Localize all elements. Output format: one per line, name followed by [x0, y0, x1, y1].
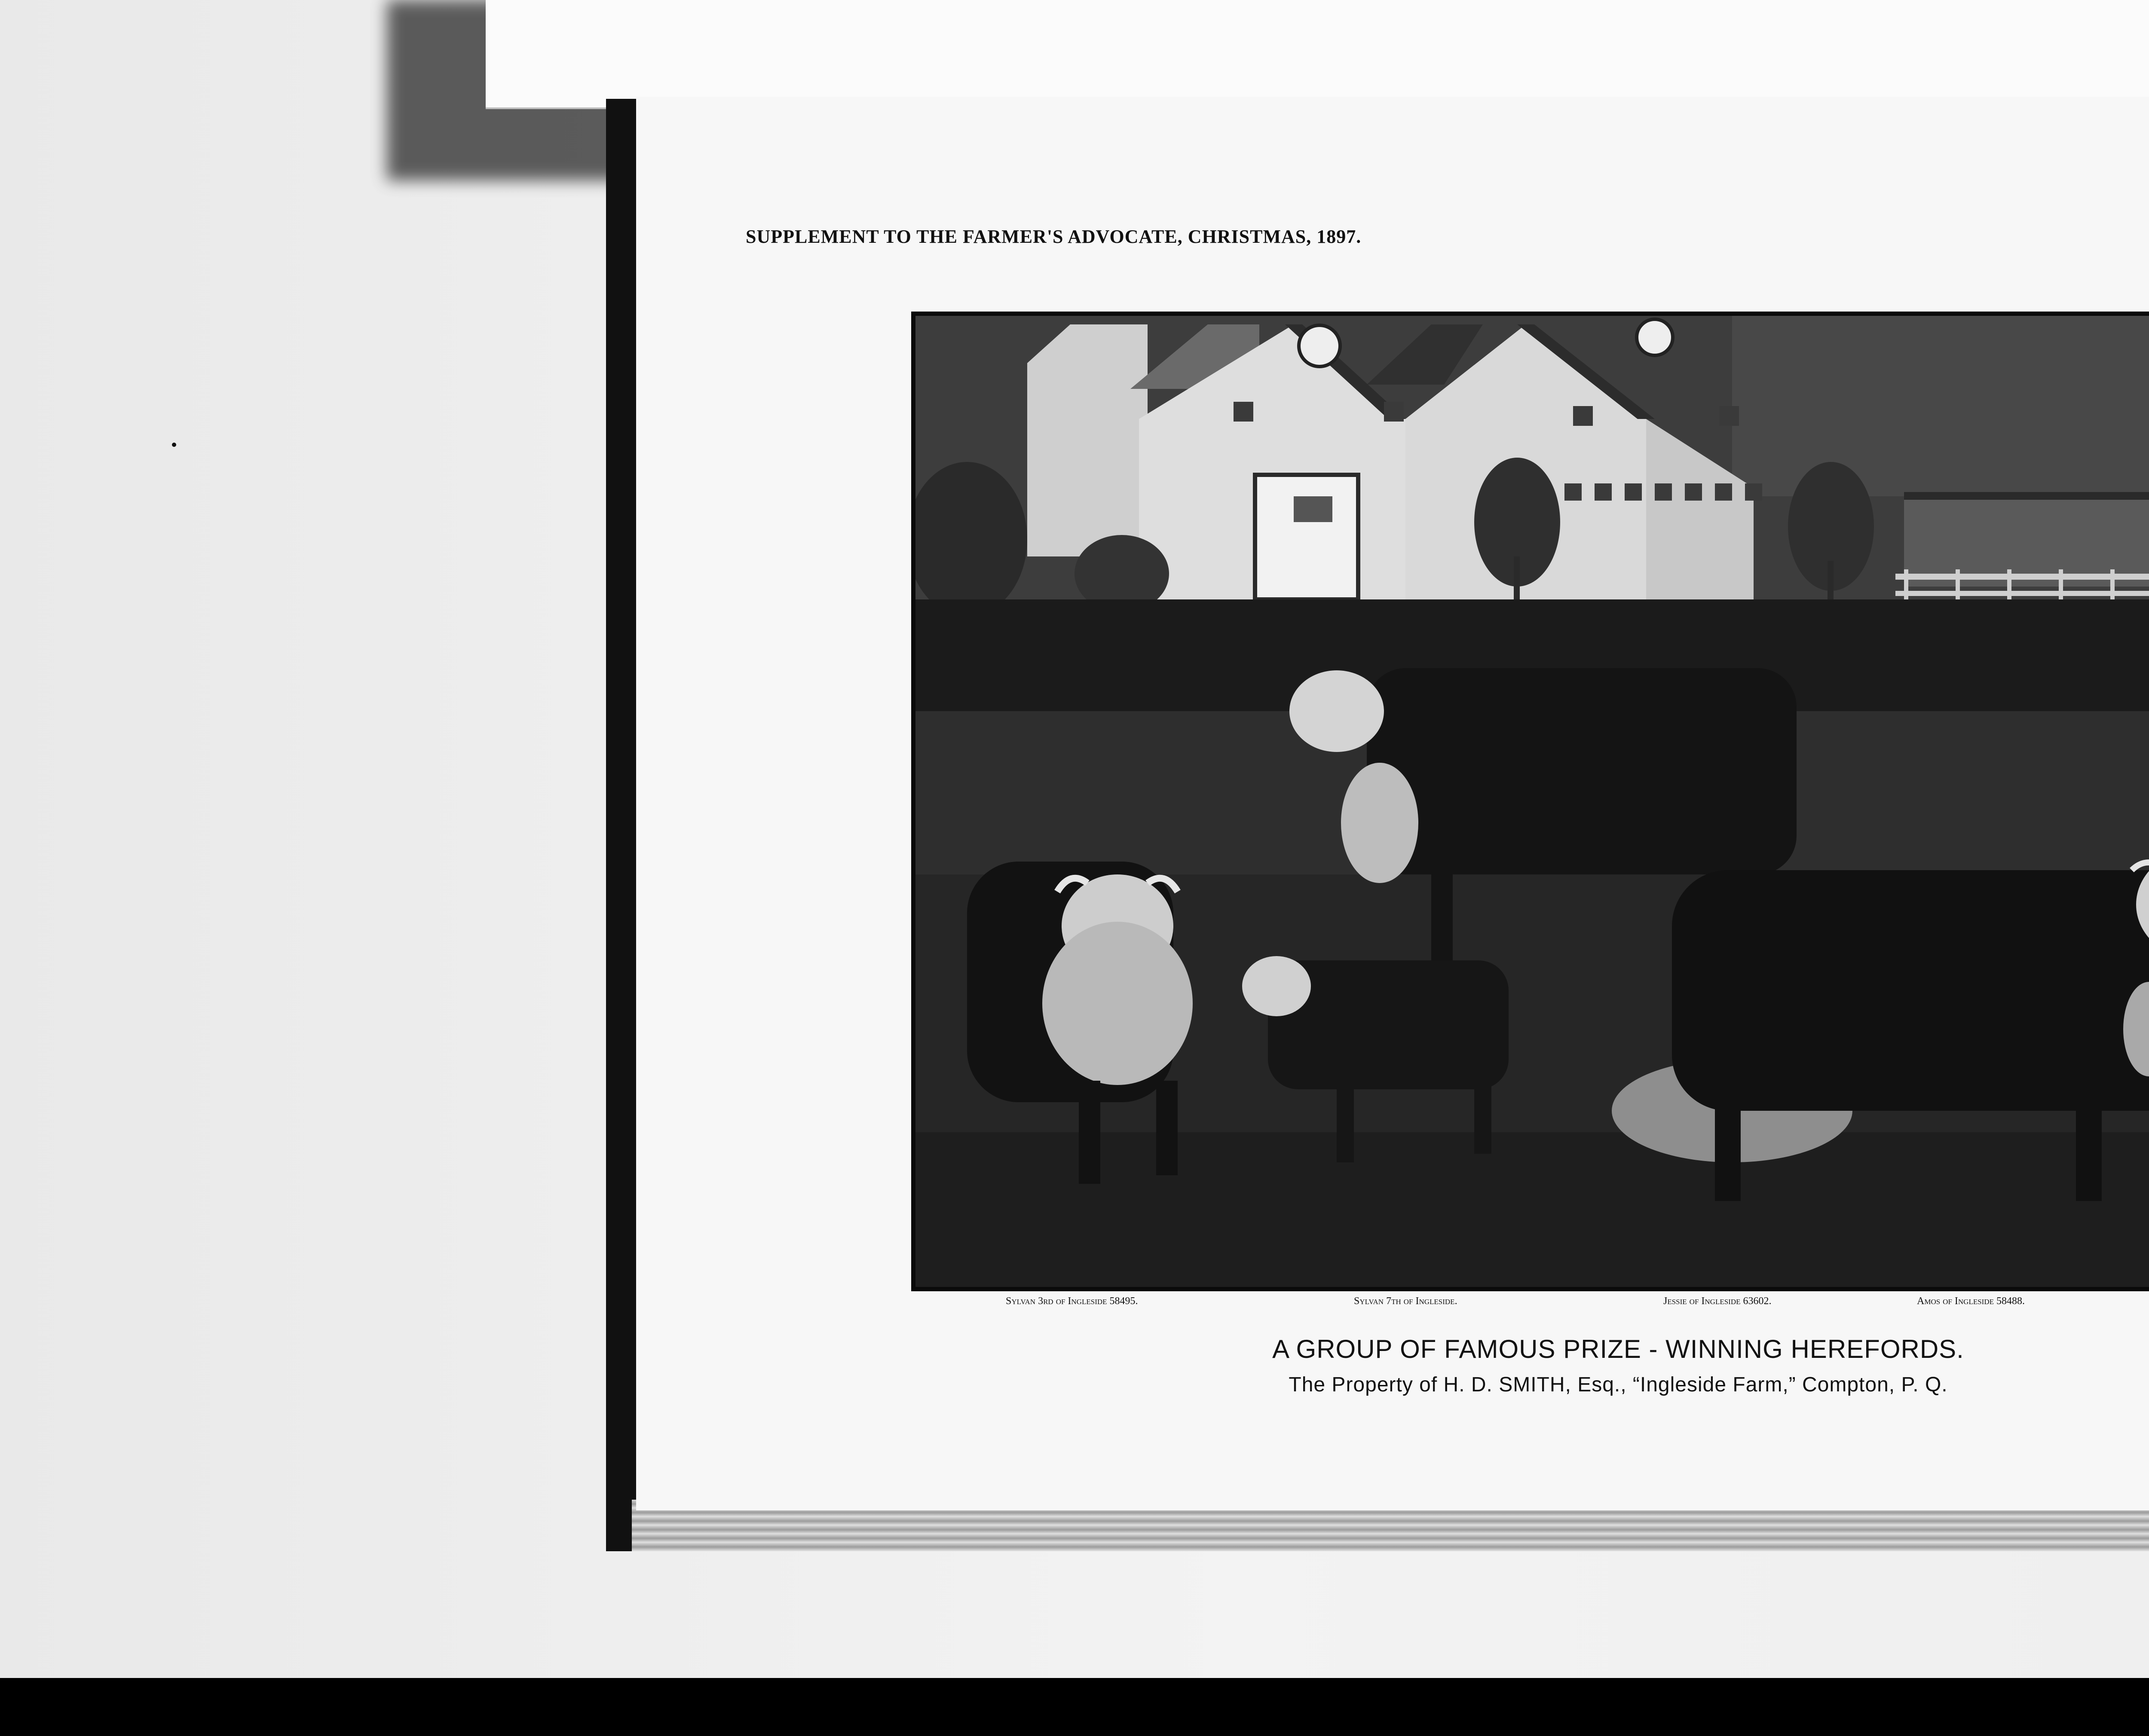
overlay-sheet	[486, 0, 2149, 109]
plate-subtitle: The Property of H. D. SMITH, Esq., “Ingleside Farm,” Compton, P. Q.	[1289, 1373, 1948, 1396]
film-speck	[172, 443, 176, 447]
animal-name-caption: Sylvan 3rd of Ingleside 58495.	[1006, 1296, 1138, 1307]
animal-name-caption: Jessie of Ingleside 63602.	[1663, 1296, 1772, 1307]
animal-name-caption: Sylvan 7th of Ingleside.	[1354, 1296, 1457, 1307]
film-border-bottom	[0, 1678, 2149, 1736]
document-page	[636, 97, 2149, 1510]
farm-scene-illustration	[915, 316, 2149, 1287]
plate-title: A GROUP OF FAMOUS PRIZE - WINNING HEREFORDS.	[1272, 1335, 1964, 1363]
running-head: SUPPLEMENT TO THE FARMER'S ADVOCATE, CHRISTMAS, 1897.	[746, 226, 1362, 247]
animal-name-caption: Amos of Ingleside 58488.	[1917, 1296, 2025, 1307]
hereford-plate-illustration	[911, 312, 2149, 1291]
